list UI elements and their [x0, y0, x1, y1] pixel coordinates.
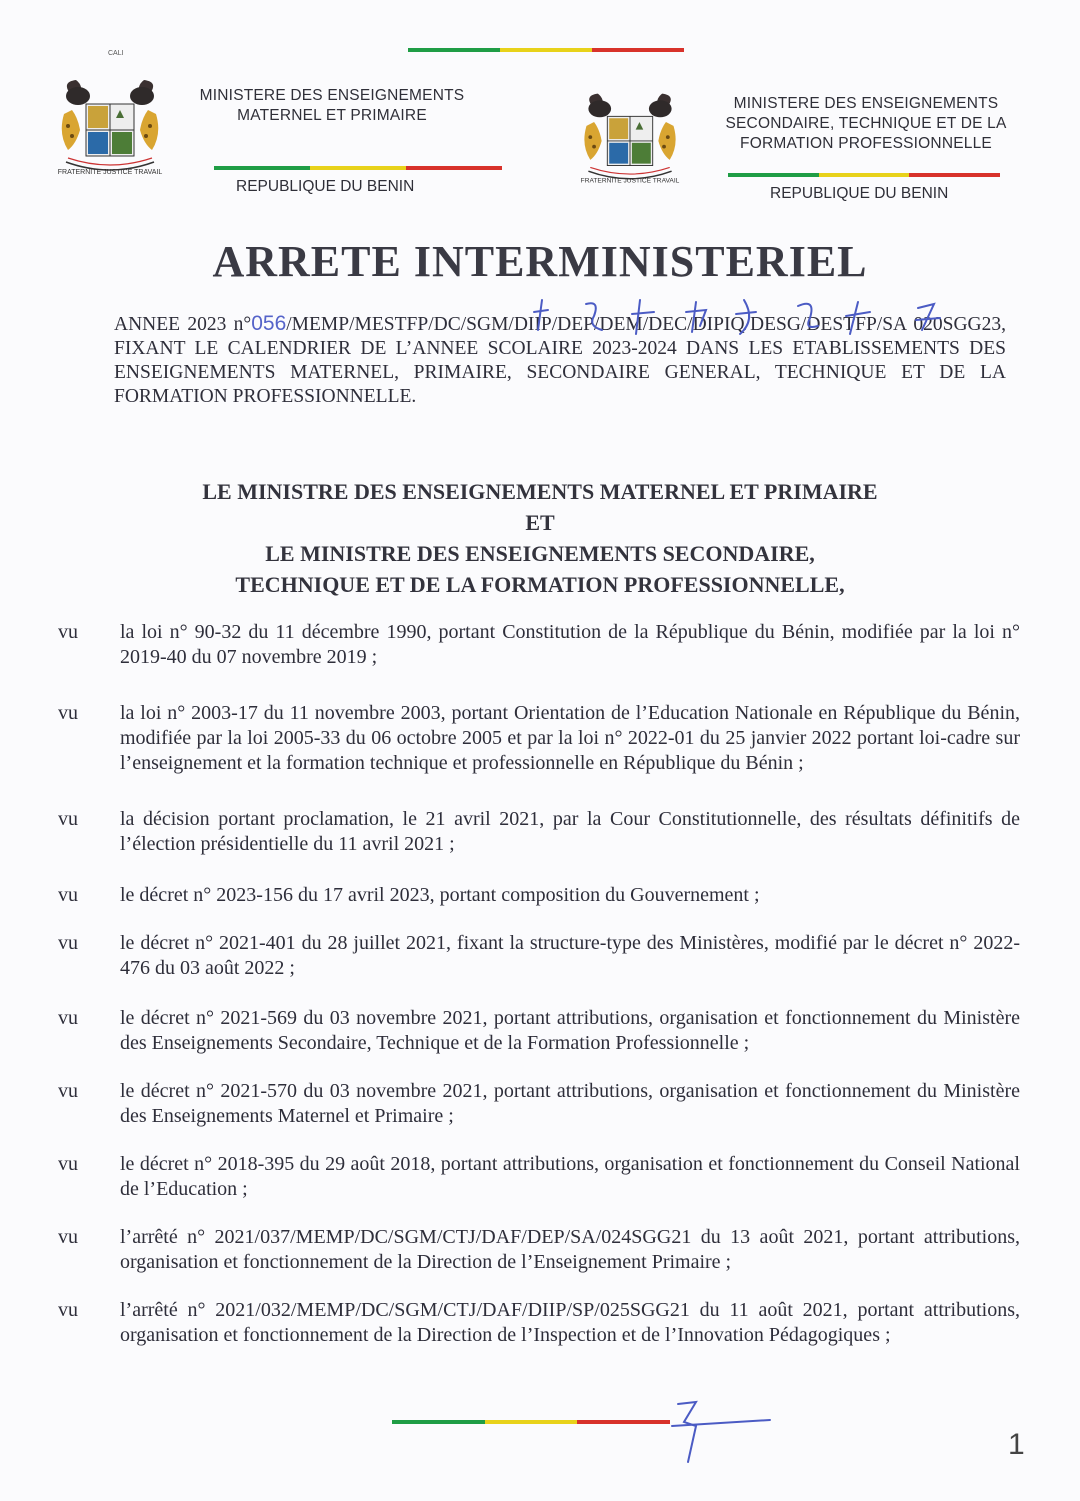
reference-prefix: ANNEE 2023 n°: [114, 314, 252, 335]
handwritten-decree-number: 056: [251, 312, 287, 335]
vu-text: la loi n° 2003-17 du 11 novembre 2003, portant Orientation de l’Education Nationale en République du Bénin, modifiée par la loi 2005-33 du 06 octobre 2005 et par la loi n° 2022-01 du 25 janvier 2022 portant loi-cadre sur l’enseignement et la formation technique et professionnelle en République du Bénin ;: [120, 702, 1020, 774]
vu-label: vu: [58, 1299, 78, 1321]
vu-text: le décret n° 2021-401 du 28 juillet 2021, fixant la structure-type des Ministères, modifié par le décret n° 2022-476 du 03 août 2022 ;: [120, 932, 1020, 979]
vu-label: vu: [58, 702, 78, 724]
left-republic-label: REPUBLIQUE DU BENIN: [236, 178, 415, 195]
right-republic-label: REPUBLIQUE DU BENIN: [770, 185, 949, 202]
consideration-item: [50, 1079, 1020, 1129]
vu-label: vu: [58, 621, 78, 643]
consideration-item: [50, 883, 1020, 908]
vu-text: la loi n° 90-32 du 11 décembre 1990, portant Constitution de la République du Bénin, modifiée par la loi n° 2019-40 du 07 novembre 2019 ;: [120, 621, 1020, 668]
vu-text: le décret n° 2018-395 du 29 août 2018, portant attributions, organisation et fonctionnement du Conseil National de l’Education ;: [120, 1153, 1020, 1200]
ministers-heading: LE MINISTRE DES ENSEIGNEMENTS MATERNEL ET PRIMAIRE ET LE MINISTRE DES ENSEIGNEMENTS SECONDAIRE, TECHNIQUE ET DE LA FORMATION PROFESSIONNELLE,: [202, 479, 878, 597]
reference-body: /MEMP/MESTFP/DC/SGM/DIIP/DEP/DEM/DEC/DIPIQ/DESG/DESTFP/SA 020SGG23, FIXANT LE CALENDRIER DE L’ANNEE SCOLAIRE 2023-2024 DANS LES ETABLISSEMENTS DES ENSEIGNEMENTS MATERNEL, PRIMAIRE, SECONDAIRE GENERAL, TECHNIQUE ET DE LA FORMATION PROFESSIONNELLE.: [114, 314, 1006, 407]
vu-label: vu: [58, 1007, 78, 1029]
top-small-text: CALI: [108, 50, 124, 57]
consideration-item: [50, 807, 1020, 857]
footer-handwritten-initial: [666, 1396, 776, 1468]
consideration-item: [50, 1152, 1020, 1202]
vu-text: la décision portant proclamation, le 21 avril 2021, par la Cour Constitutionnelle, des résultats définitifs de l’élection présidentielle du 11 avril 2021 ;: [120, 808, 1020, 855]
right-flag-stripe: [728, 173, 1000, 177]
vu-text: le décret n° 2021-569 du 03 novembre 2021, portant attributions, organisation et fonctionnement du Ministère des Enseignements Secondaire, Technique et de la Formation Professionnelle ;: [120, 1007, 1020, 1054]
vu-label: vu: [58, 808, 78, 830]
left-flag-stripe: [214, 166, 502, 170]
top-flag-stripe: [408, 48, 684, 52]
left-emblem-motto: FRATERNITE JUSTICE TRAVAIL: [57, 169, 163, 176]
document-title: ARRETE INTERMINISTERIEL: [212, 237, 868, 286]
vu-label: vu: [58, 932, 78, 954]
vu-label: vu: [58, 884, 78, 906]
consideration-item: [50, 1006, 1020, 1056]
vu-text: le décret n° 2021-570 du 03 novembre 2021, portant attributions, organisation et fonctionnement du Ministère des Enseignements Maternel et Primaire ;: [120, 1080, 1020, 1127]
vu-label: vu: [58, 1080, 78, 1102]
vu-text: l’arrêté n° 2021/037/MEMP/DC/SGM/CTJ/DAF/DEP/SA/024SGG21 du 13 août 2021, portant attributions, organisation et fonctionnement de la Direction de l’Enseignement Primaire ;: [120, 1226, 1020, 1273]
vu-label: vu: [58, 1153, 78, 1175]
right-emblem-motto: FRATERNITE JUSTICE TRAVAIL: [580, 177, 680, 185]
consideration-item: [50, 931, 1020, 981]
consideration-item: [50, 701, 1020, 776]
considerations-list: [50, 620, 1020, 1348]
vu-text: le décret n° 2023-156 du 17 avril 2023, portant composition du Gouvernement ;: [120, 884, 760, 906]
consideration-item: [50, 1225, 1020, 1275]
vu-text: l’arrêté n° 2021/032/MEMP/DC/SGM/CTJ/DAF/DIIP/SP/025SGG21 du 11 août 2021, portant attributions, organisation et fonctionnement de la Direction de l’Inspection et de l’Innovation Pédagogiques ;: [120, 1299, 1020, 1346]
consideration-item: [50, 1298, 1020, 1348]
vu-label: vu: [58, 1226, 78, 1248]
benin-coat-of-arms-right: [572, 88, 688, 192]
consideration-item: [50, 620, 1020, 670]
right-ministry-name: MINISTERE DES ENSEIGNEMENTS SECONDAIRE, TECHNIQUE ET DE LA FORMATION PROFESSIONNELLE: [725, 95, 1007, 152]
footer-flag-stripe: [392, 1420, 670, 1424]
left-ministry-name: MINISTERE DES ENSEIGNEMENTS MATERNEL ET PRIMAIRE: [199, 87, 465, 124]
benin-coat-of-arms-left: [50, 74, 170, 184]
page-number: 1: [1008, 1428, 1025, 1461]
handwritten-initials: [528, 290, 968, 342]
